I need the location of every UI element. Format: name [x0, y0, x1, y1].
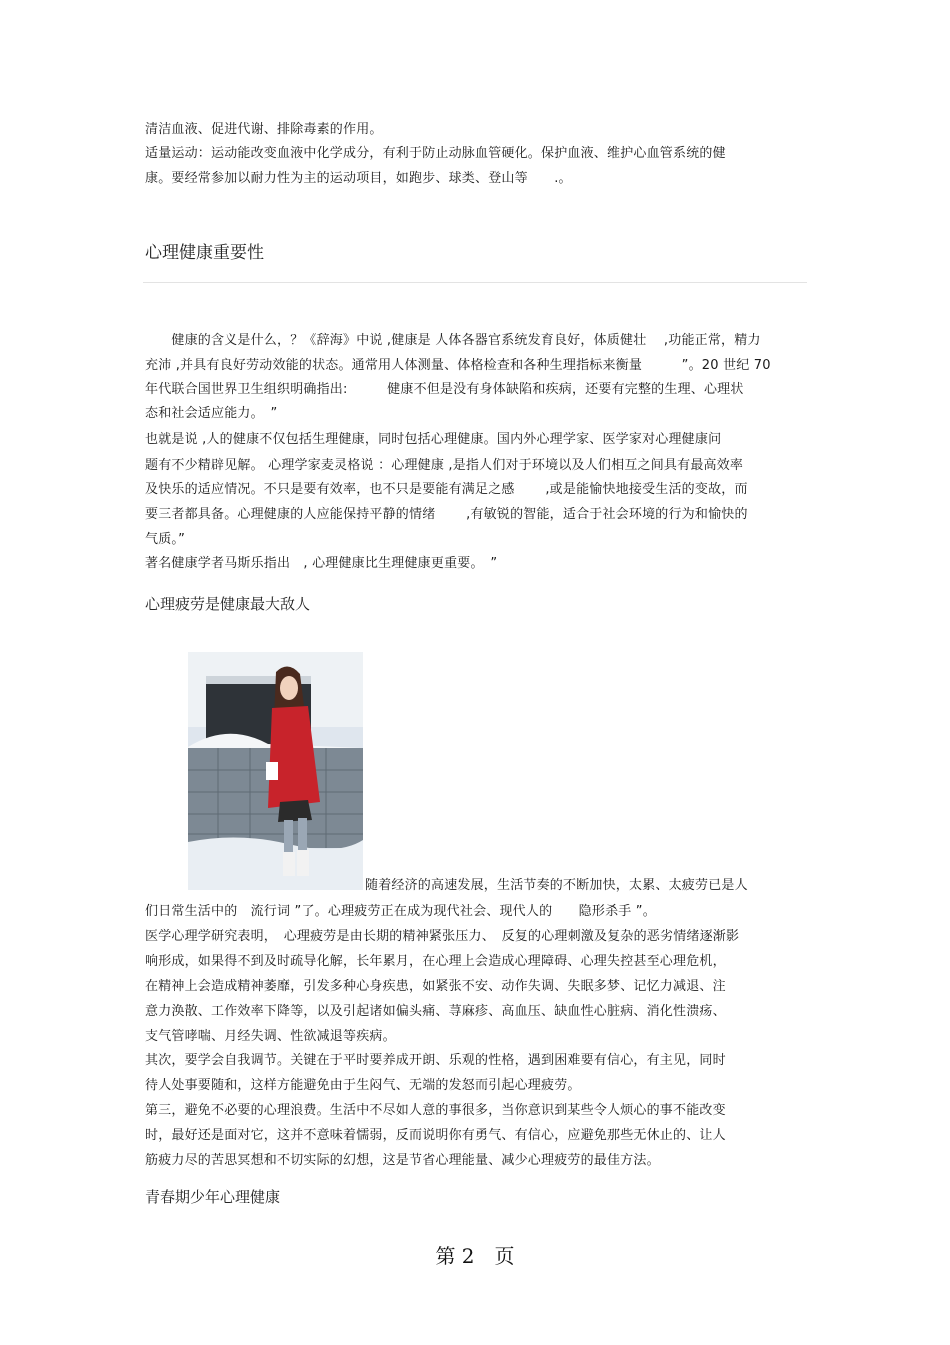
text-line: 意力涣散、工作效率下降等，以及引起诸如偏头痛、荨麻疹、高血压、缺血性心脏病、消化性溃疡、	[145, 1004, 726, 1019]
text-line: 医学心理学研究表明， 心理疲劳是由长期的精神紧张压力、 反复的心理刺激及复杂的恶劣情绪逐渐影	[145, 929, 740, 944]
text-line: 们日常生活中的 流行词 ”了。心理疲劳正在成为现代社会、现代人的 隐形杀手 ”。	[145, 904, 656, 919]
text-line: 支气管哮喘、月经失调、性欲减退等疾病。	[145, 1029, 396, 1044]
text-line: 其次，要学会自我调节。关键在于平时要养成开朗、乐观的性格，遇到困难要有信心，有主见，同时	[145, 1053, 726, 1068]
text-line: 待人处事要随和，这样方能避免由于生闷气、无端的发怒而引起心理疲劳。	[145, 1078, 581, 1093]
page-number: 第 2 页	[435, 1244, 515, 1268]
text-line: 适量运动：运动能改变血液中化学成分，有利于防止动脉血管硬化。保护血液、维护心血管系统的健	[145, 146, 726, 161]
text-line: 康。要经常参加以耐力性为主的运动项目，如跑步、球类、登山等 .。	[145, 171, 572, 186]
text-line: 年代联合国世界卫生组织明确指出: 健康不但是没有身体缺陷和疾病，还要有完整的生理、心理状	[145, 382, 744, 397]
text-line: 第三，避免不必要的心理浪费。生活中不尽如人意的事很多，当你意识到某些令人烦心的事不能改变	[145, 1103, 726, 1118]
divider	[143, 282, 807, 283]
text-line: 时，最好还是面对它，这并不意味着懦弱，反而说明你有勇气、有信心，应避免那些无休止的、让人	[145, 1128, 726, 1143]
text-line: 筋疲力尽的苦思冥想和不切实际的幻想，这是节省心理能量、减少心理疲劳的最佳方法。	[145, 1153, 660, 1168]
text-line: 气质。”	[145, 532, 186, 547]
subheading: 心理疲劳是健康最大敌人	[145, 595, 311, 613]
subheading: 青春期少年心理健康	[145, 1188, 281, 1206]
photo-illustration	[188, 652, 363, 890]
text-line: 健康的含义是什么，？《辞海》中说 ,健康是 人体各器官系统发育良好，体质健壮 ,功能正常，精力	[145, 333, 761, 348]
text-line: 随着经济的高速发展，生活节奏的不断加快，太累、太疲劳已是人	[365, 878, 748, 893]
text-line: 著名健康学者马斯乐指出 , 心理健康比生理健康更重要。 ”	[145, 556, 498, 571]
text-line: 题有不少精辟见解。 心理学家麦灵格说 ：心理健康 ,是指人们对于环境以及人们相互之间具有最高效率	[145, 458, 744, 473]
text-line: 在精神上会造成精神萎靡，引发多种心身疾患，如紧张不安、动作失调、失眠多梦、记忆力减退、注	[145, 979, 726, 994]
text-line: 要三者都具备。心理健康的人应能保持平静的情绪 ,有敏锐的智能，适合于社会环境的行为和愉快的	[145, 507, 748, 522]
text-line: 也就是说 ,人的健康不仅包括生理健康，同时包括心理健康。国内外心理学家、医学家对心理健康问	[145, 432, 722, 447]
text-line: 清洁血液、促进代谢、排除毒素的作用。	[145, 122, 383, 137]
text-line: 态和社会适应能力。 ”	[145, 406, 278, 421]
text-line: 及快乐的适应情况。不只是要有效率，也不只是要能有满足之感 ,或是能愉快地接受生活的变故，而	[145, 482, 748, 497]
section-title: 心理健康重要性	[145, 243, 264, 263]
text-line: 充沛 ,并具有良好劳动效能的状态。通常用人体测量、体格检查和各种生理指标来衡量 ”。20 世纪 70	[145, 358, 771, 373]
text-line: 响形成，如果得不到及时疏导化解，长年累月，在心理上会造成心理障碍、心理失控甚至心理危机，	[145, 954, 726, 969]
photo-girl-in-snow	[188, 652, 363, 890]
